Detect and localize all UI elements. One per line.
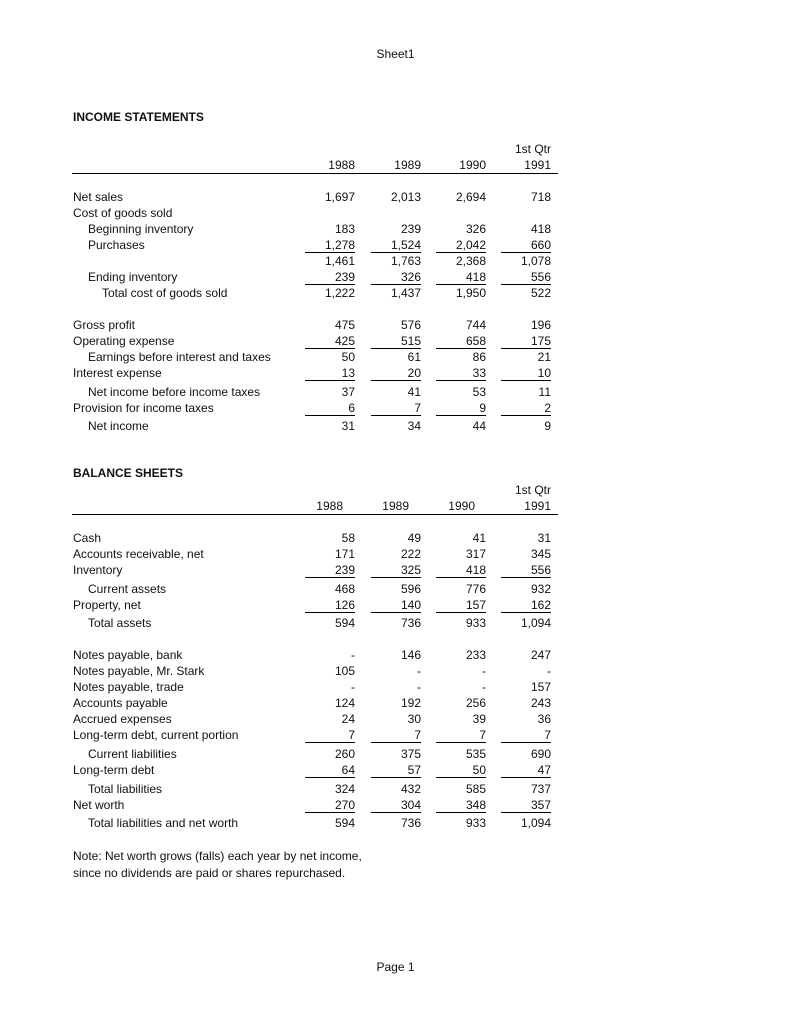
row-value: 196	[530, 318, 551, 332]
row-value: 124	[334, 696, 355, 710]
row-value: 933	[465, 816, 486, 830]
row-value: 585	[465, 782, 486, 796]
table-row	[73, 547, 559, 563]
row-value: 1,222	[324, 286, 355, 300]
row-value: 304	[371, 798, 421, 813]
row-value: 31	[537, 531, 551, 545]
row-value: 1,278	[305, 238, 355, 253]
row-value: -	[351, 680, 355, 694]
row-value: 325	[371, 563, 421, 578]
row-label: Provision for income taxes	[73, 401, 214, 415]
row-value: 9	[436, 401, 486, 416]
row-value: 357	[501, 798, 551, 813]
row-label: Long-term debt, current portion	[73, 728, 239, 742]
row-value: 660	[501, 238, 551, 253]
table-row	[73, 254, 559, 270]
row-value: 2,042	[436, 238, 486, 253]
row-value: 9	[544, 419, 551, 433]
row-value: 50	[341, 350, 355, 364]
row-value: 1,763	[390, 254, 421, 268]
row-label: Net income	[88, 419, 149, 433]
row-value: 105	[334, 664, 355, 678]
table-row	[73, 350, 559, 366]
row-value: 157	[530, 680, 551, 694]
row-label: Inventory	[73, 563, 123, 577]
row-value: 776	[465, 582, 486, 596]
row-value: 13	[305, 366, 355, 381]
row-value: 7	[371, 401, 421, 416]
row-value: 2,694	[455, 190, 486, 204]
row-label: Interest expense	[73, 366, 162, 380]
row-value: 86	[472, 350, 486, 364]
row-value: 162	[501, 598, 551, 613]
column-header-top: 1st Qtr	[514, 142, 551, 156]
row-value: 326	[465, 222, 486, 236]
row-value: 348	[436, 798, 486, 813]
row-value: 33	[436, 366, 486, 381]
row-value: 576	[400, 318, 421, 332]
row-value: 594	[334, 816, 355, 830]
row-value: 418	[436, 563, 486, 578]
row-value: 10	[501, 366, 551, 381]
table-row	[73, 286, 559, 302]
row-value: 239	[305, 270, 355, 285]
row-value: 2	[501, 401, 551, 416]
row-value: 36	[537, 712, 551, 726]
row-value: 932	[530, 582, 551, 596]
column-header: 1990	[448, 499, 475, 513]
row-label: Net worth	[73, 798, 125, 812]
row-value: 515	[371, 334, 421, 349]
row-label: Total cost of goods sold	[102, 286, 228, 300]
row-value: 475	[334, 318, 355, 332]
row-value: -	[547, 664, 551, 678]
row-value: 140	[371, 598, 421, 613]
row-value: 192	[400, 696, 421, 710]
table-row	[73, 419, 559, 435]
row-value: 30	[407, 712, 421, 726]
row-value: 718	[530, 190, 551, 204]
row-value: 53	[472, 385, 486, 399]
table-row	[73, 206, 559, 222]
row-value: 1,461	[324, 254, 355, 268]
table-row	[73, 616, 559, 632]
row-value: 175	[501, 334, 551, 349]
row-value: 41	[407, 385, 421, 399]
income-statements-title: INCOME STATEMENTS	[73, 110, 204, 124]
table-row	[73, 728, 559, 744]
row-label: Current assets	[88, 582, 167, 596]
row-value: 7	[436, 728, 486, 743]
row-label: Purchases	[88, 238, 145, 252]
table-row	[73, 318, 559, 334]
row-label: Net sales	[73, 190, 124, 204]
row-label: Total liabilities	[88, 782, 163, 796]
row-label: Accounts receivable, net	[73, 547, 204, 561]
row-value: 1,094	[520, 616, 551, 630]
row-value: 7	[371, 728, 421, 743]
row-value: 556	[501, 563, 551, 578]
row-value: 324	[334, 782, 355, 796]
row-label: Total liabilities and net worth	[88, 816, 239, 830]
row-value: 418	[530, 222, 551, 236]
table-row	[73, 782, 559, 798]
row-value: -	[351, 648, 355, 662]
row-value: 64	[305, 763, 355, 778]
row-value: 44	[472, 419, 486, 433]
column-header: 1989	[382, 499, 409, 513]
column-header: 1991	[524, 158, 551, 172]
row-value: 1,697	[324, 190, 355, 204]
row-value: 1,094	[520, 816, 551, 830]
row-value: 1,524	[371, 238, 421, 253]
row-value: 744	[465, 318, 486, 332]
row-value: 690	[530, 747, 551, 761]
table-row	[73, 798, 559, 814]
page-footer: Page 1	[376, 960, 415, 974]
row-value: 243	[530, 696, 551, 710]
row-label: Total assets	[88, 616, 152, 630]
table-row	[73, 385, 559, 401]
row-label: Property, net	[73, 598, 141, 612]
row-value: 317	[465, 547, 486, 561]
row-value: 7	[305, 728, 355, 743]
column-header: 1988	[316, 499, 343, 513]
table-row	[73, 238, 559, 254]
row-label: Notes payable, bank	[73, 648, 183, 662]
table-row	[73, 664, 559, 680]
row-value: 658	[436, 334, 486, 349]
row-value: 39	[472, 712, 486, 726]
row-value: 233	[465, 648, 486, 662]
row-value: 34	[407, 419, 421, 433]
row-value: 157	[436, 598, 486, 613]
row-value: 146	[400, 648, 421, 662]
row-value: -	[482, 664, 486, 678]
row-value: 1,950	[455, 286, 486, 300]
row-value: 432	[400, 782, 421, 796]
row-value: 41	[472, 531, 486, 545]
row-value: 736	[400, 816, 421, 830]
table-row	[73, 270, 559, 286]
header-rule	[72, 173, 558, 174]
note-line-2: since no dividends are paid or shares repurchased.	[73, 866, 346, 880]
note-line-1: Note: Net worth grows (falls) each year by net income,	[73, 849, 362, 863]
table-row	[73, 816, 559, 832]
table-row	[73, 366, 559, 382]
row-value: 58	[341, 531, 355, 545]
table-row	[73, 582, 559, 598]
row-label: Current liabilities	[88, 747, 177, 761]
table-row	[73, 680, 559, 696]
balance-sheets-title: BALANCE SHEETS	[73, 466, 184, 480]
row-value: 21	[537, 350, 551, 364]
row-label: Ending inventory	[88, 270, 178, 284]
row-value: 270	[305, 798, 355, 813]
row-value: 736	[400, 616, 421, 630]
row-value: 2,368	[455, 254, 486, 268]
row-value: 239	[400, 222, 421, 236]
row-value: 1,437	[390, 286, 421, 300]
row-value: -	[482, 680, 486, 694]
row-value: 522	[530, 286, 551, 300]
row-label: Notes payable, trade	[73, 680, 184, 694]
table-row	[73, 401, 559, 417]
row-value: 24	[341, 712, 355, 726]
column-header-top: 1st Qtr	[514, 483, 551, 497]
row-value: 737	[530, 782, 551, 796]
row-label: Notes payable, Mr. Stark	[73, 664, 205, 678]
row-value: 468	[334, 582, 355, 596]
row-label: Cost of goods sold	[73, 206, 173, 220]
row-value: 57	[371, 763, 421, 778]
row-value: 247	[530, 648, 551, 662]
table-row	[73, 563, 559, 579]
row-value: 171	[334, 547, 355, 561]
row-label: Beginning inventory	[88, 222, 194, 236]
column-header: 1988	[328, 158, 355, 172]
row-value: 260	[334, 747, 355, 761]
row-label: Accounts payable	[73, 696, 168, 710]
row-value: 61	[407, 350, 421, 364]
row-label: Cash	[73, 531, 102, 545]
row-value: 126	[305, 598, 355, 613]
table-row	[73, 712, 559, 728]
row-label: Net income before income taxes	[88, 385, 261, 399]
row-value: 375	[400, 747, 421, 761]
column-header: 1991	[524, 499, 551, 513]
row-value: 6	[305, 401, 355, 416]
row-value: 418	[436, 270, 486, 285]
row-value: 49	[407, 531, 421, 545]
table-row	[73, 598, 559, 614]
row-label: Gross profit	[73, 318, 136, 332]
note	[73, 848, 362, 882]
row-value: 256	[465, 696, 486, 710]
row-value: 425	[305, 334, 355, 349]
table-row	[73, 334, 559, 350]
table-row	[73, 648, 559, 664]
row-value: 7	[501, 728, 551, 743]
row-value: 11	[538, 385, 551, 399]
row-value: 556	[501, 270, 551, 285]
column-header: 1990	[459, 158, 486, 172]
row-value: -	[417, 680, 421, 694]
row-value: 933	[465, 616, 486, 630]
row-value: 1,078	[520, 254, 551, 268]
row-label: Operating expense	[73, 334, 175, 348]
table-row	[73, 190, 559, 206]
row-value: 222	[400, 547, 421, 561]
row-value: 594	[334, 616, 355, 630]
row-value: 20	[371, 366, 421, 381]
row-value: 31	[341, 419, 355, 433]
column-header: 1989	[394, 158, 421, 172]
header-rule	[72, 514, 558, 515]
row-value: 535	[465, 747, 486, 761]
row-value: -	[417, 664, 421, 678]
row-value: 239	[305, 563, 355, 578]
row-value: 596	[400, 582, 421, 596]
row-label: Earnings before interest and taxes	[88, 350, 271, 364]
table-row	[73, 763, 559, 779]
row-value: 2,013	[390, 190, 421, 204]
row-value: 47	[501, 763, 551, 778]
row-value: 50	[436, 763, 486, 778]
row-label: Long-term debt	[73, 763, 155, 777]
table-row	[73, 747, 559, 763]
table-row	[73, 696, 559, 712]
page-header: Sheet1	[376, 47, 415, 61]
row-value: 183	[334, 222, 355, 236]
row-value: 326	[371, 270, 421, 285]
row-label: Accrued expenses	[73, 712, 172, 726]
table-row	[73, 222, 559, 238]
row-value: 37	[341, 385, 355, 399]
table-row	[73, 531, 559, 547]
row-value: 345	[530, 547, 551, 561]
